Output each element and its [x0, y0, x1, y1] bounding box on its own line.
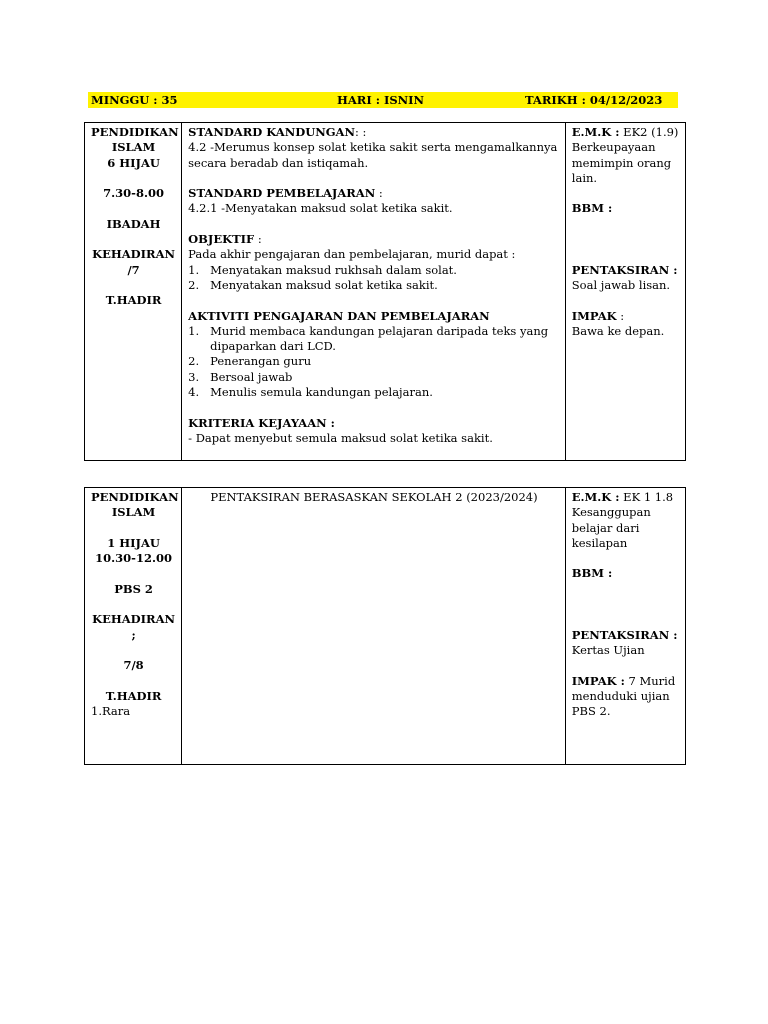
list-item: 2. Penerangan guru	[188, 354, 312, 369]
success-criteria-text: - Dapat menyebut semula maksud solat ketika sakit.	[188, 430, 493, 445]
activity-heading: AKTIVITI PENGAJARAN DAN PEMBELAJARAN	[188, 308, 490, 323]
assessment-cell	[565, 123, 685, 461]
lesson-topic: PBS 2	[114, 581, 153, 596]
bbm-label: BBM :	[571, 201, 613, 216]
content-standard-heading: STANDARD KANDUNGAN: :	[188, 125, 367, 139]
lesson-plan-table-1	[84, 122, 686, 461]
attendance-value: 7/8	[123, 658, 144, 673]
bbm-label: BBM :	[571, 566, 613, 581]
impact-text: Bawa ke depan.	[571, 323, 665, 338]
assessment-label: PENTAKSIRAN :	[571, 262, 678, 277]
subject-name: PENDIDIKAN	[91, 490, 179, 504]
lesson-content-cell	[182, 488, 566, 765]
lesson-time: 7.30-8.00	[103, 186, 164, 201]
list-item: 1. Menyatakan maksud rukhsah dalam solat.	[188, 262, 457, 277]
absent-label: T.HADIR	[105, 688, 162, 703]
lesson-topic: IBADAH	[106, 216, 161, 231]
objective-heading: OBJEKTIF :	[188, 232, 262, 247]
lesson-content-cell	[182, 123, 566, 461]
success-criteria-heading: KRITERIA KEJAYAAN :	[188, 415, 335, 430]
objective-intro: Pada akhir pengajaran dan pembelajaran, murid dapat :	[188, 247, 516, 262]
impact-line: IMPAK :	[571, 308, 625, 323]
attendance-label: KEHADIRAN ;	[92, 612, 176, 642]
subject-name-2: ISLAM	[111, 140, 156, 155]
list-item: 3. Bersoal jawab	[188, 369, 293, 384]
list-item: 4. Menulis semula kandungan pelajaran.	[188, 385, 433, 400]
assessment-cell	[565, 488, 685, 765]
subject-name-2: ISLAM	[111, 505, 156, 520]
header-bar	[88, 92, 678, 108]
week-label: MINGGU : 35	[91, 93, 178, 107]
content-standard-text-2: secara beradab dan istiqamah.	[188, 155, 369, 170]
assessment-text: Soal jawab lisan.	[571, 277, 671, 292]
emk-line: E.M.K : EK2 (1.9)	[571, 125, 679, 139]
subject-name: PENDIDIKAN	[91, 125, 179, 139]
list-item: 2. Menyatakan maksud solat ketika sakit.	[188, 277, 438, 292]
lesson-time: 10.30-12.00	[95, 551, 172, 566]
learning-standard-heading: STANDARD PEMBELAJARAN :	[188, 186, 383, 201]
absent-student-name: 1.Rara	[91, 704, 131, 719]
objective-list	[188, 263, 560, 294]
impact-line: IMPAK : 7 Murid menduduki ujian PBS 2.	[571, 673, 676, 719]
date-label: TARIKH : 04/12/2023	[525, 93, 663, 107]
class-name: 1 HIJAU	[107, 535, 160, 550]
learning-standard-text: 4.2.1 -Menyatakan maksud solat ketika sakit.	[188, 201, 453, 216]
assessment-title: PENTAKSIRAN BERASASKAN SEKOLAH 2 (2023/2024)	[210, 490, 538, 504]
activity-list	[188, 324, 560, 400]
emk-text: Berkeupayaan memimpin orang lain.	[571, 140, 672, 185]
assessment-text: Kertas Ujian	[571, 642, 645, 657]
attendance-label: KEHADIRAN	[92, 247, 176, 262]
subject-info-cell	[85, 123, 182, 461]
content-standard-text-1: 4.2 -Merumus konsep solat ketika sakit serta mengamalkannya	[188, 140, 558, 155]
day-label: HARI : ISNIN	[337, 93, 425, 107]
assessment-label: PENTAKSIRAN :	[571, 627, 678, 642]
lesson-plan-table-2	[84, 487, 686, 765]
list-item: 1. Murid membaca kandungan pelajaran daripada teks yang dipaparkan dari LCD.	[188, 323, 549, 354]
emk-line: E.M.K : EK 1 1.8	[571, 490, 674, 504]
attendance-value: /7	[127, 262, 140, 277]
class-name: 6 HIJAU	[107, 155, 160, 170]
emk-text: Kesanggupan belajar dari kesilapan	[571, 505, 651, 550]
subject-info-cell	[85, 488, 182, 765]
absent-label: T.HADIR	[105, 293, 162, 308]
